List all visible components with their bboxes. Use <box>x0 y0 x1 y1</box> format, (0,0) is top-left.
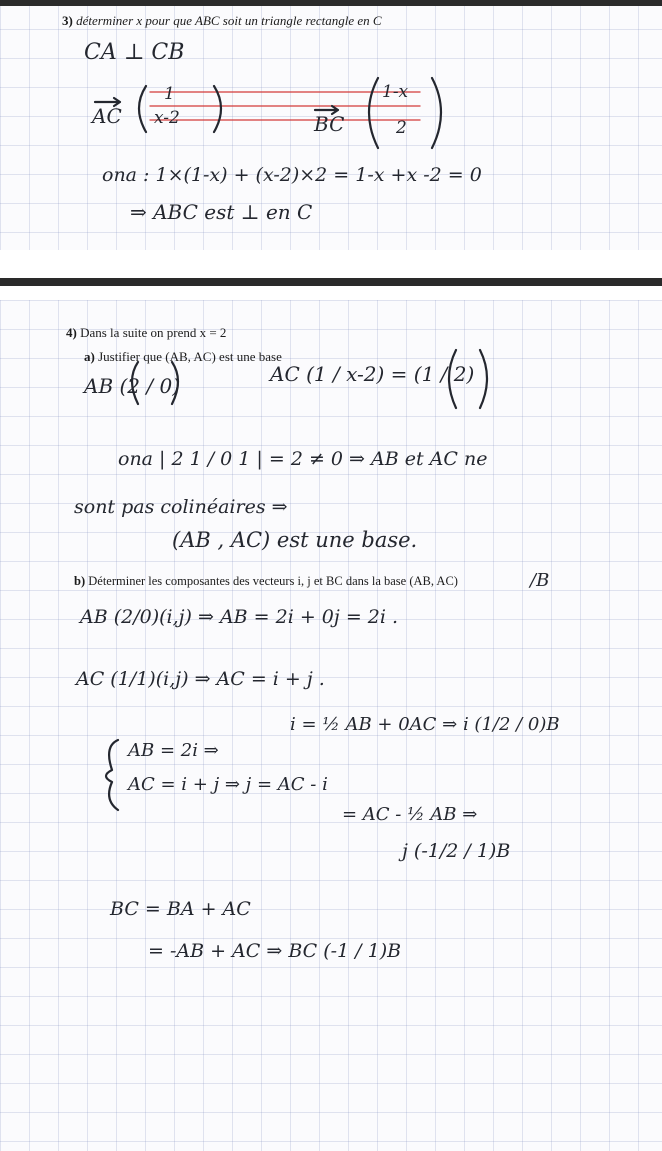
q3-bc-label: BC <box>314 112 345 136</box>
worksheet-photo-q3 <box>0 0 662 250</box>
q3-bc-bottom: 2 <box>396 118 407 138</box>
q3-ac-label: AC <box>92 104 122 128</box>
q4-number: 4) <box>66 325 77 340</box>
q4a-determinant-line: ona | 2 1 / 0 1 | = 2 ≠ 0 ⇒ AB et AC ne <box>118 448 488 470</box>
q4b-bc-components: = -AB + AC ⇒ BC (-1 / 1)B <box>148 940 402 962</box>
q4a-not-collinear-line: sont pas colinéaires ⇒ <box>74 496 288 518</box>
q4b-i-components: i = ½ AB + 0AC ⇒ i (1/2 / 0)B <box>290 714 560 735</box>
q3-bc-parentheses <box>0 0 662 250</box>
q4b-bc-chasles: BC = BA + AC <box>110 898 251 920</box>
q3-ac-top: 1 <box>164 84 175 104</box>
q4a-text: Justifier que (AB, AC) est une base <box>98 349 282 364</box>
q4b-system-brace <box>0 300 662 1151</box>
q4b-j-expression: = AC - ½ AB ⇒ <box>342 804 478 825</box>
q3-conclusion-line: ⇒ ABC est ⊥ en C <box>130 200 313 224</box>
q4a-ab-vector: AB (2 / 0) <box>84 374 181 398</box>
q4b-label: b) <box>74 574 86 588</box>
q3-bc-top: 1-x <box>382 82 409 102</box>
q3-perpendicular-line: CA ⊥ CB <box>84 40 185 65</box>
q3-text: déterminer x pour que ABC soit un triangle rectangle en C <box>76 13 382 28</box>
worksheet-photo-q4 <box>0 300 662 1151</box>
q4b-j-components: j (-1/2 / 1)B <box>402 840 511 862</box>
q4b-base-mark: /B <box>530 570 550 591</box>
q4-text: Dans la suite on prend x = 2 <box>80 325 227 340</box>
photo-separator <box>0 278 662 286</box>
q4a-base-conclusion: (AB , AC) est une base. <box>172 528 418 552</box>
q4b-text: Déterminer les composantes des vecteurs i, j et BC dans la base (AB, AC) <box>88 574 458 588</box>
q4b-ab-decomposition: AB (2/0)(i,j) ⇒ AB = 2i + 0j = 2i . <box>80 606 399 628</box>
q4a-ac-vector: AC (1 / x-2) = (1 / 2) <box>270 362 475 386</box>
q3-ac-bottom: x-2 <box>154 108 180 128</box>
q4b-ac-decomposition: AC (1/1)(i,j) ⇒ AC = i + j . <box>76 668 325 690</box>
q4b-system-line-2: AC = i + j ⇒ j = AC - i <box>128 774 328 795</box>
q3-dot-product-line: ona : 1×(1-x) + (x-2)×2 = 1-x +x -2 = 0 <box>102 164 482 186</box>
q4b-system-line-1: AB = 2i ⇒ <box>128 740 219 761</box>
q4a-label: a) <box>84 349 95 364</box>
q3-number: 3) <box>62 13 73 28</box>
